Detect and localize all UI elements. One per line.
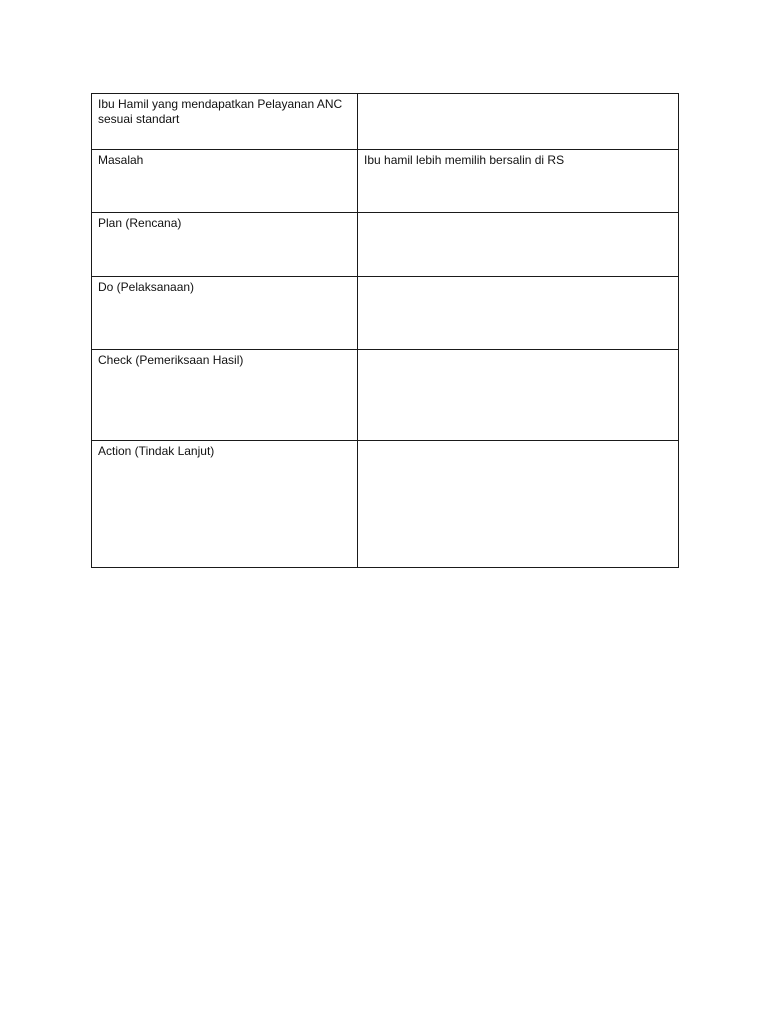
row-value-do: [358, 277, 679, 350]
pdca-table: [91, 93, 679, 568]
table-row: [92, 277, 679, 350]
table-row: [92, 350, 679, 441]
row-label-plan: Plan (Rencana): [92, 213, 358, 277]
table-row: [92, 150, 679, 213]
row-label-check: Check (Pemeriksaan Hasil): [92, 350, 358, 441]
table-row: [92, 213, 679, 277]
row-value-masalah: Ibu hamil lebih memilih bersalin di RS: [358, 150, 679, 213]
row-label-indicator: Ibu Hamil yang mendapatkan Pelayanan ANC sesuai standart: [92, 94, 358, 150]
row-label-action: Action (Tindak Lanjut): [92, 441, 358, 568]
row-value-plan: [358, 213, 679, 277]
row-label-masalah: Masalah: [92, 150, 358, 213]
table-row: [92, 94, 679, 150]
row-label-do: Do (Pelaksanaan): [92, 277, 358, 350]
table-row: [92, 441, 679, 568]
row-value-check: [358, 350, 679, 441]
row-value-indicator: [358, 94, 679, 150]
row-value-action: [358, 441, 679, 568]
